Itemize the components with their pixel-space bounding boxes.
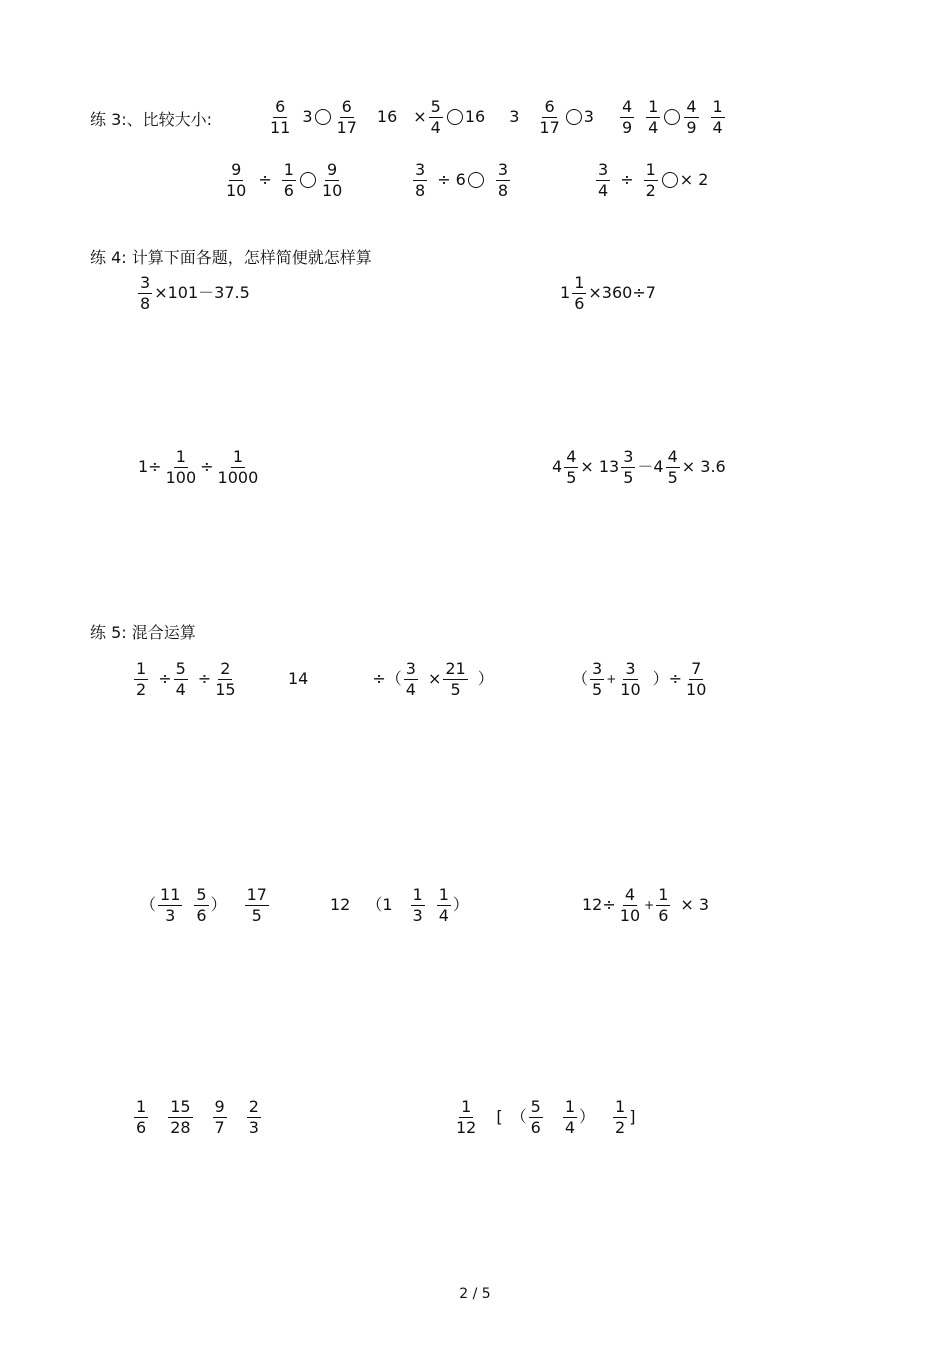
fraction: $\frac{1}{4}$ [712,96,723,137]
expr-text: 1 [560,283,571,302]
fraction: $\frac{3}{4}$ [598,159,609,200]
fraction: $\frac{1}{6}$ [574,272,585,313]
fraction: $\frac{6}{17}$ [336,96,357,137]
fraction: $\frac{4}{5}$ [667,446,678,487]
fraction: $\frac{15}{28}$ [170,1096,191,1137]
expr-text: 3 [302,107,313,126]
expr-text: ÷ 6 [437,170,466,189]
ex4-problem-3 [138,446,262,488]
fraction: $\frac{1}{12}$ [456,1096,477,1137]
close-bracket: ] [629,1107,636,1126]
fraction: $\frac{5}{6}$ [530,1096,541,1137]
ex5-problem-1 [132,658,240,700]
close-paren: ） [210,895,227,914]
compare-circle [468,172,484,188]
fraction: $\frac{1}{4}$ [564,1096,575,1137]
expr-text: × 3.6 [681,457,726,476]
divide-sign: ÷ [258,170,272,189]
expr-text: 12÷ [582,895,616,914]
ex5-problem-5 [330,884,469,926]
compare-circle [447,109,463,125]
fraction: $\frac{1}{100}$ [165,446,197,487]
compare-circle [662,172,678,188]
fraction: $\frac{6}{17}$ [539,96,560,137]
plus-sign: + [644,898,655,912]
compare-circle [664,109,680,125]
fraction: $\frac{1}{2}$ [645,159,656,200]
fraction: $\frac{1}{6}$ [136,1096,147,1137]
ex5-problem-8 [452,1096,635,1138]
fraction: $\frac{6}{11}$ [270,96,291,137]
compare-circle [566,109,582,125]
close-paren: ） [477,669,494,688]
fraction: $\frac{1}{2}$ [136,658,147,699]
times-sign: × [427,669,442,688]
fraction: $\frac{21}{5}$ [445,658,466,699]
ex5-heading: 练 5: 混合运算 [90,623,196,642]
ex4-problem-2 [560,272,656,314]
ex3-row2-expr2 [411,159,512,201]
expr-text: 16 [464,107,486,126]
expr-text: ×360÷7 [588,283,656,302]
expr-text: × 3 [680,895,710,914]
divide-sign: ÷ [620,170,634,189]
fraction: $\frac{4}{9}$ [621,96,633,137]
fraction: $\frac{1}{4}$ [438,884,449,925]
fraction: $\frac{4}{10}$ [619,884,641,925]
fraction: $\frac{11}{3}$ [160,884,181,925]
fraction: $\frac{3}{4}$ [405,658,416,699]
fraction: $\frac{2}{3}$ [248,1096,259,1137]
expr-text: 3 [509,107,520,126]
expr-text: ×101－37.5 [154,283,250,302]
fraction: $\frac{1}{6}$ [658,884,669,925]
open-paren: （ [140,895,157,914]
expr-text: （1 [366,895,393,914]
divide-sign: ÷ [197,669,212,688]
ex3-row2-expr1 [222,159,346,201]
ex5-problem-7 [132,1096,263,1138]
expr-text: 14 [288,669,309,688]
ex5-problem-6 [582,884,709,926]
expr-text: 1÷ [138,457,162,476]
fraction: $\frac{5}{6}$ [196,884,207,925]
plus-sign: + [606,672,617,686]
expr-text: 4 [552,457,563,476]
fraction: $\frac{1}{3}$ [412,884,423,925]
divide-sign: ÷ [668,669,683,688]
fraction: $\frac{3}{10}$ [620,658,641,699]
close-paren: ） [452,895,469,914]
open-paren: （ [510,1107,527,1126]
fraction: $\frac{4}{5}$ [566,446,577,487]
fraction: $\frac{3}{8}$ [415,159,426,200]
fraction: $\frac{1}{2}$ [615,1096,626,1137]
fraction: $\frac{1}{1000}$ [217,446,259,487]
close-paren: ） [579,1107,596,1126]
fraction: $\frac{1}{6}$ [283,159,294,200]
expr-text: 12 [330,895,351,914]
fraction: $\frac{9}{10}$ [226,159,247,200]
expr-text: －4 [637,457,664,476]
fraction: $\frac{4}{9}$ [686,96,697,137]
ex3-row2-expr3 [594,159,708,201]
expr-text: 16 [376,107,398,126]
fraction: $\frac{7}{10}$ [686,658,707,699]
fraction: $\frac{17}{5}$ [246,884,267,925]
ex3-heading: 练 3:、比较大小: [90,110,213,129]
ex4-problem-1 [136,272,250,314]
compare-circle [315,109,331,125]
fraction: $\frac{5}{4}$ [430,96,441,137]
expr-text: × 2 [679,170,709,189]
ex5-problem-3 [572,658,710,700]
ex3-row1-expressions [266,96,727,138]
fraction: $\frac{2}{15}$ [215,658,236,699]
page-number: 2 / 5 [459,1286,491,1302]
close-paren: ） [652,669,669,688]
expr-text: 3 [583,107,594,126]
divide-sign: ÷ [158,669,172,688]
fraction: $\frac{3}{8}$ [497,159,509,200]
fraction: $\frac{9}{7}$ [214,1096,225,1137]
compare-circle [300,172,316,188]
ex4-problem-4 [552,446,726,488]
fraction: $\frac{3}{8}$ [140,272,151,313]
fraction: $\frac{5}{4}$ [175,658,186,699]
fraction: $\frac{9}{10}$ [321,159,343,200]
divide-sign: ÷ [200,457,214,476]
ex5-problem-4 [140,884,271,926]
ex5-problem-2 [288,658,494,700]
times-sign: × [413,107,427,126]
fraction: $\frac{1}{4}$ [648,96,659,137]
expr-text: × 13 [580,457,620,476]
fraction: $\frac{3}{5}$ [592,658,603,699]
open-bracket: [ [496,1107,503,1126]
ex4-heading: 练 4: 计算下面各题，怎样简便就怎样算 [90,248,372,267]
expr-text: ÷（ [372,669,402,688]
open-paren: （ [572,669,589,688]
fraction: $\frac{3}{5}$ [623,446,634,487]
